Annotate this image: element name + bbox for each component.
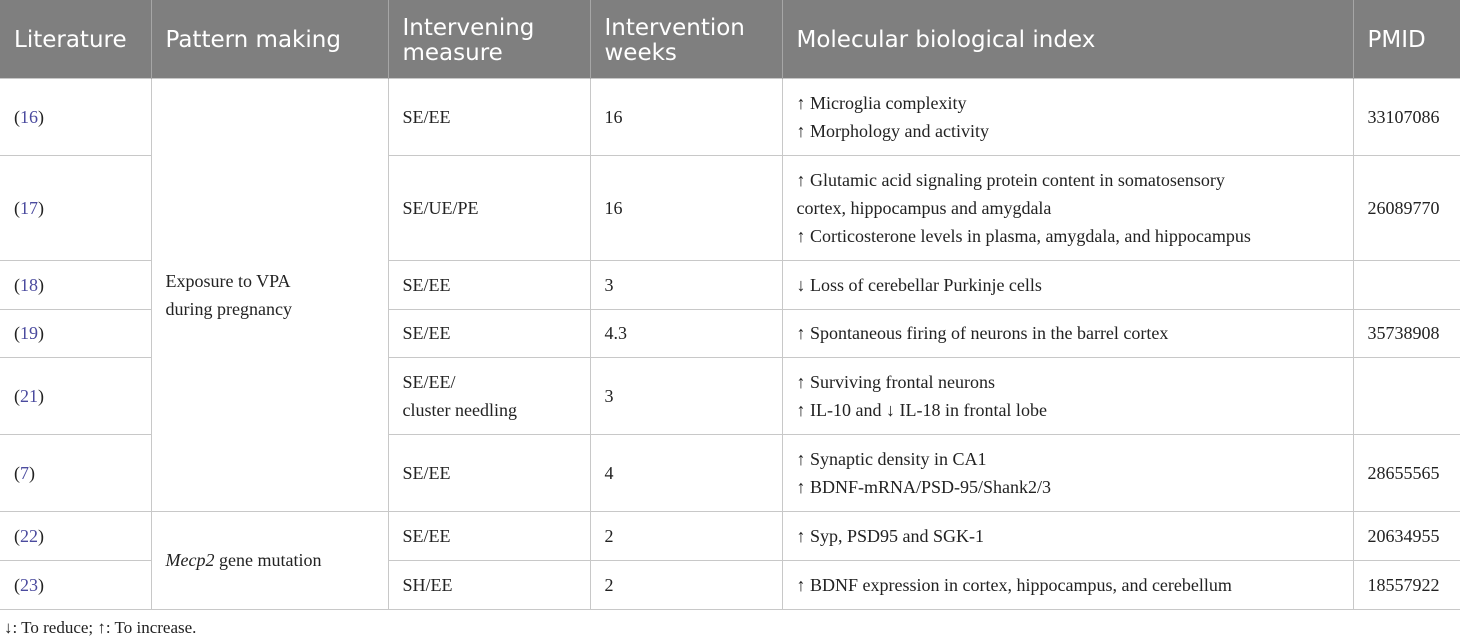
index-cell bbox=[782, 560, 1353, 609]
reference-link[interactable]: 17 bbox=[20, 197, 38, 218]
pattern-line: during pregnancy bbox=[165, 298, 292, 319]
pmid-cell: 33107086 bbox=[1353, 78, 1460, 155]
pattern-line: Exposure to VPA bbox=[165, 270, 291, 291]
index-line: ↑ BDNF-mRNA/PSD-95/Shank2/3 bbox=[796, 476, 1052, 497]
header-intervening-measure: Intervening measure bbox=[388, 0, 590, 78]
reference-link[interactable]: 7 bbox=[20, 462, 29, 483]
index-line: ↑ Corticosterone levels in plasma, amygdala, and hippocampus bbox=[796, 225, 1251, 246]
gene-name: Mecp2 bbox=[165, 550, 215, 570]
table-row bbox=[0, 511, 1460, 560]
measure-line: SE/EE/ bbox=[402, 371, 456, 392]
index-line: ↑ Syp, PSD95 and SGK-1 bbox=[796, 525, 985, 546]
header-literature: Literature bbox=[0, 0, 151, 78]
literature-cell: (19) bbox=[0, 309, 151, 357]
pattern-cell-vpa bbox=[151, 78, 388, 511]
index-line: ↑ Surviving frontal neurons bbox=[796, 371, 995, 392]
index-line: ↑ Synaptic density in CA1 bbox=[796, 448, 987, 469]
weeks-cell: 3 bbox=[590, 260, 782, 309]
index-line: ↑ Spontaneous firing of neurons in the barrel cortex bbox=[796, 323, 1169, 343]
reference-link[interactable]: 23 bbox=[20, 574, 38, 595]
index-line: ↑ BDNF expression in cortex, hippocampus, and cerebellum bbox=[796, 574, 1232, 595]
header-intervention-weeks: Intervention weeks bbox=[590, 0, 782, 78]
measure-cell: SE/UE/PE bbox=[388, 155, 590, 260]
measure-cell: SE/EE bbox=[388, 511, 590, 560]
index-cell bbox=[782, 78, 1353, 155]
index-line: ↑ Microglia complexity bbox=[796, 92, 967, 113]
header-pattern-making: Pattern making bbox=[151, 0, 388, 78]
pmid-cell: 35738908 bbox=[1353, 309, 1460, 357]
weeks-cell: 16 bbox=[590, 78, 782, 155]
index-cell bbox=[782, 511, 1353, 560]
measure-cell: SH/EE bbox=[388, 560, 590, 609]
measure-cell bbox=[388, 357, 590, 434]
index-line: ↑ Morphology and activity bbox=[796, 120, 989, 141]
header-row bbox=[0, 0, 1460, 78]
weeks-cell: 16 bbox=[590, 155, 782, 260]
index-line: ↑ Glutamic acid signaling protein content in somatosensory bbox=[796, 169, 1225, 190]
table-footnote: ↓: To reduce; ↑: To increase. bbox=[4, 617, 197, 637]
literature-cell: (21) bbox=[0, 357, 151, 434]
reference-link[interactable]: 19 bbox=[20, 323, 38, 343]
reference-link[interactable]: 22 bbox=[20, 525, 38, 546]
pmid-cell: 18557922 bbox=[1353, 560, 1460, 609]
header-pmid: PMID bbox=[1353, 0, 1460, 78]
header-molecular-index: Molecular biological index bbox=[782, 0, 1353, 78]
measure-cell: SE/EE bbox=[388, 260, 590, 309]
weeks-cell: 3 bbox=[590, 357, 782, 434]
index-cell bbox=[782, 357, 1353, 434]
index-cell bbox=[782, 434, 1353, 511]
literature-cell: (17) bbox=[0, 155, 151, 260]
index-line: cortex, hippocampus and amygdala bbox=[796, 197, 1052, 218]
pmid-cell: 20634955 bbox=[1353, 511, 1460, 560]
index-cell bbox=[782, 309, 1353, 357]
pattern-text: gene mutation bbox=[214, 550, 322, 570]
pmid-cell bbox=[1353, 260, 1460, 309]
literature-cell: (18) bbox=[0, 260, 151, 309]
literature-cell: (23) bbox=[0, 560, 151, 609]
reference-link[interactable]: 16 bbox=[20, 106, 38, 127]
weeks-cell: 2 bbox=[590, 511, 782, 560]
weeks-cell: 4 bbox=[590, 434, 782, 511]
reference-link[interactable]: 18 bbox=[20, 274, 38, 295]
measure-cell: SE/EE bbox=[388, 309, 590, 357]
index-cell bbox=[782, 260, 1353, 309]
table-row bbox=[0, 78, 1460, 155]
reference-link[interactable]: 21 bbox=[20, 385, 38, 406]
literature-cell: (22) bbox=[0, 511, 151, 560]
pmid-cell: 26089770 bbox=[1353, 155, 1460, 260]
measure-cell: SE/EE bbox=[388, 434, 590, 511]
pmid-cell bbox=[1353, 357, 1460, 434]
index-line: ↑ IL-10 and ↓ IL-18 in frontal lobe bbox=[796, 399, 1047, 420]
literature-cell: (7) bbox=[0, 434, 151, 511]
pattern-cell-mecp2 bbox=[151, 511, 388, 609]
measure-cell: SE/EE bbox=[388, 78, 590, 155]
measure-line: cluster needling bbox=[402, 399, 517, 420]
weeks-cell: 4.3 bbox=[590, 309, 782, 357]
literature-cell: (16) bbox=[0, 78, 151, 155]
index-line: ↓ Loss of cerebellar Purkinje cells bbox=[796, 274, 1042, 295]
index-cell bbox=[782, 155, 1353, 260]
pmid-cell: 28655565 bbox=[1353, 434, 1460, 511]
weeks-cell: 2 bbox=[590, 560, 782, 609]
